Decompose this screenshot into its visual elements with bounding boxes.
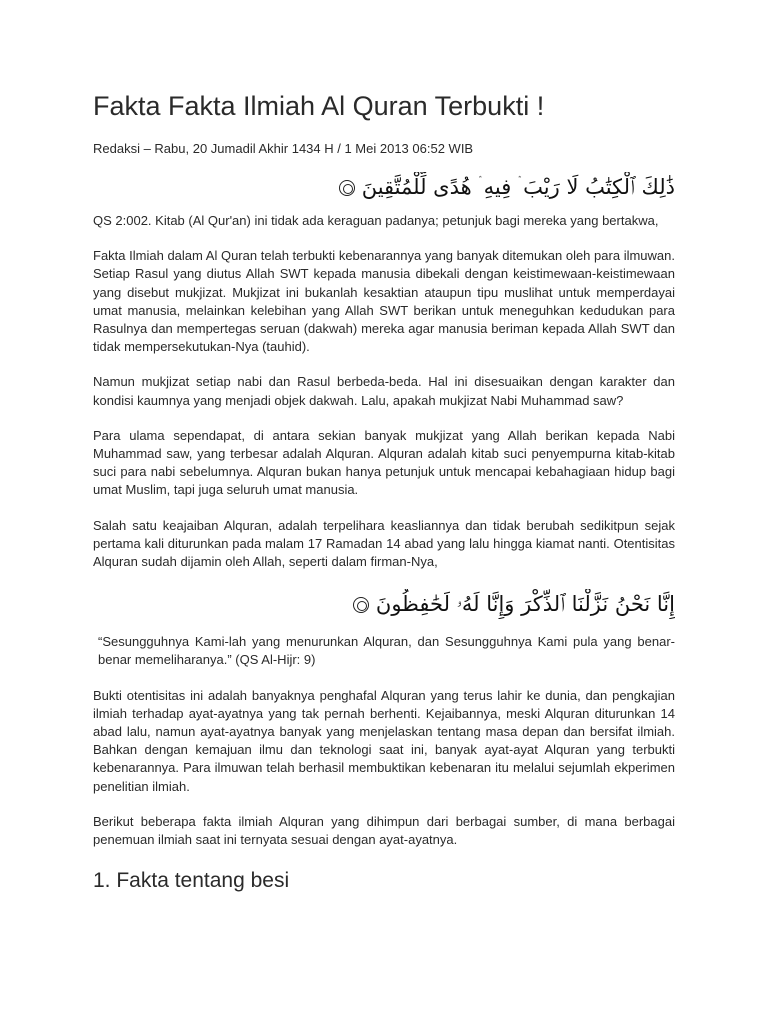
arabic-verse-2-text: إِنَّا نَحْنُ نَزَّلْنَا ٱلذِّكْرَ وَإِنَّا لَهُۥ لَحَٰفِظُونَ — [375, 592, 675, 617]
paragraph-ulama: Para ulama sependapat, di antara sekian banyak mukjizat yang Allah berikan kepada Nabi Muhammad saw, yang terbesar adalah Alquran. Alquran adalah kitab suci penyempurna kitab-kitab suci para nabi sebelumnya. Alquran bukan hanya petunjuk untuk mencapai kebahagiaan hidup bagi umat Muslim, tapi juga seluruh umat manusia. — [93, 427, 675, 498]
paragraph-intro: Fakta Ilmiah dalam Al Quran telah terbukti kebenarannya yang banyak ditemukan oleh para ilmuwan. Setiap Rasul yang diutus Allah SWT kepada manusia dibekali dengan keistimewaan-keistimewaan yang disebut mukjizat. Mukjizat ini bukanlah kesaktian ataupun tipu muslihat untuk memperdayai umat manusia, melainkan kelebihan yang Allah SWT berikan untuk meneguhkan kedudukan para Rasulnya dan mempertegas seruan (dakwah) mereka agar manusia beriman kepada Allah SWT dan tidak mempersekutukan-Nya (tauhid). — [93, 248, 675, 355]
arabic-verse-2 — [93, 589, 675, 619]
document-page — [93, 88, 675, 895]
paragraph-keajaiban: Salah satu keajaiban Alquran, adalah terpelihara keasliannya dan tidak berubah sedikitpun sejak pertama kali diturunkan pada malam 17 Ramadan 14 abad yang lalu hingga kiamat nanti. Otentisitas Alquran sudah dijamin oleh Allah, seperti dalam firman-Nya, — [93, 517, 675, 570]
arabic-verse-1 — [93, 172, 675, 202]
paragraph-mukjizat: Namun mukjizat setiap nabi dan Rasul berbeda-beda. Hal ini disesuaikan dengan karakter dan kondisi kaumnya yang menjadi objek dakwah. Lalu, apakah mukjizat Nabi Muhammad saw? — [93, 374, 675, 408]
arabic-verse-1-text: ذَٰلِكَ ٱلْكِتَٰبُ لَا رَيْبَ ۛ فِيهِ ۛ هُدًى لِّلْمُتَّقِينَ — [361, 175, 675, 199]
section-heading-besi: 1. Fakta tentang besi — [93, 869, 290, 893]
paragraph-berikut: Berikut beberapa fakta ilmiah Alquran yang dihimpun dari berbagai sumber, di mana berbagai penemuan ilmiah saat ini ternyata sesuai dengan ayat-ayatnya. — [93, 813, 675, 848]
paragraph-quote: “Sesungguhnya Kami-lah yang menurunkan Alquran, dan Sesungguhnya Kami pula yang benar-benar memeliharanya.” (QS Al-Hijr: 9) — [98, 634, 675, 668]
ayah-end-icon — [339, 180, 355, 196]
article-meta: Redaksi – Rabu, 20 Jumadil Akhir 1434 H / 1 Mei 2013 06:52 WIB — [93, 141, 474, 156]
ayah-end-icon — [353, 597, 369, 613]
paragraph-otentisitas: Bukti otentisitas ini adalah banyaknya penghafal Alquran yang terus lahir ke dunia, dan pengkajian ilmiah terhadap ayat-ayatnya yang tak pernah berhenti. Kejaibannya, meski Alquran diturunkan 14 abad lalu, namun ayat-ayatnya banyak yang menjelaskan tentang masa depan dan bersifat ilmiah. Bahkan dengan kemajuan ilmu dan teknologi saat ini, banyak ayat-ayat Alquran yang terbukti kebenarannya. Para ilmuwan telah berhasil membuktikan kebenaran itu melalui sejumlah ekperimen penelitian ilmiah. — [93, 687, 675, 794]
paragraph-translation: QS 2:002. Kitab (Al Qur'an) ini tidak ada keraguan padanya; petunjuk bagi mereka yang bertakwa, — [93, 213, 659, 228]
article-title: Fakta Fakta Ilmiah Al Quran Terbukti ! — [93, 91, 545, 121]
